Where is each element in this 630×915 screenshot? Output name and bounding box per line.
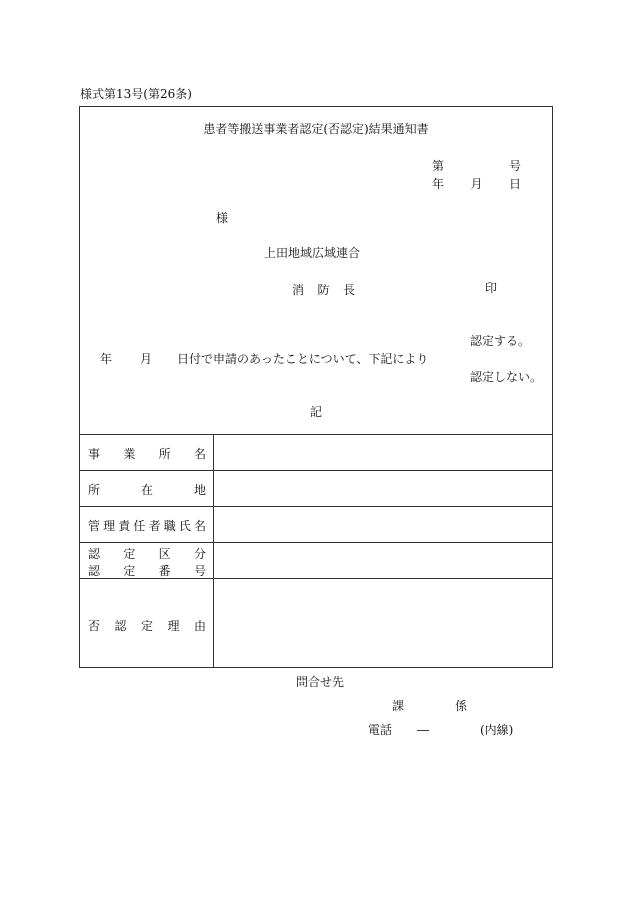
document-title: 患者等搬送事業者認定(否認定)結果通知書 xyxy=(203,122,429,136)
issuer-organization: 上田地域広域連合 xyxy=(264,246,361,260)
label-address: 所 在 地 xyxy=(88,483,206,497)
ki-heading: 記 xyxy=(309,405,322,419)
contact-heading: 問合せ先 xyxy=(296,675,345,689)
document-date: 年 月 日 xyxy=(432,177,521,191)
notice-form-box xyxy=(79,106,553,668)
issuer-title: 消 防 長 xyxy=(292,283,355,297)
contact-section: 課 xyxy=(392,699,405,713)
contact-unit: 係 xyxy=(455,699,468,713)
column-divider xyxy=(213,434,214,667)
label-certification-number: 認 定 番 号 xyxy=(88,564,206,578)
body-text: 日付で申請のあったことについて、下記により xyxy=(177,352,429,366)
row-divider xyxy=(80,506,552,507)
label-office-name: 事 業 所 名 xyxy=(88,447,206,461)
label-manager-name: 管 理 責 任 者 職 氏 名 xyxy=(88,519,206,533)
document-number: 第 号 xyxy=(432,159,521,173)
seal-mark: 印 xyxy=(485,281,498,295)
body-year: 年 xyxy=(100,352,113,366)
row-divider xyxy=(80,542,552,543)
label-certification-category: 認 定 区 分 xyxy=(88,547,206,561)
contact-phone-dash: ― xyxy=(417,723,429,737)
body-month: 月 xyxy=(140,352,153,366)
option-deny: 認定しない。 xyxy=(470,370,543,384)
table-top-border xyxy=(80,434,552,435)
option-approve: 認定する。 xyxy=(470,334,531,348)
row-divider xyxy=(80,470,552,471)
addressee-honorific: 様 xyxy=(216,211,229,225)
form-number-label: 様式第13号(第26条) xyxy=(80,87,192,101)
contact-extension: (内線) xyxy=(480,723,514,737)
contact-phone-label: 電話 xyxy=(368,723,393,737)
label-denial-reason: 否 認 定 理 由 xyxy=(88,619,206,633)
